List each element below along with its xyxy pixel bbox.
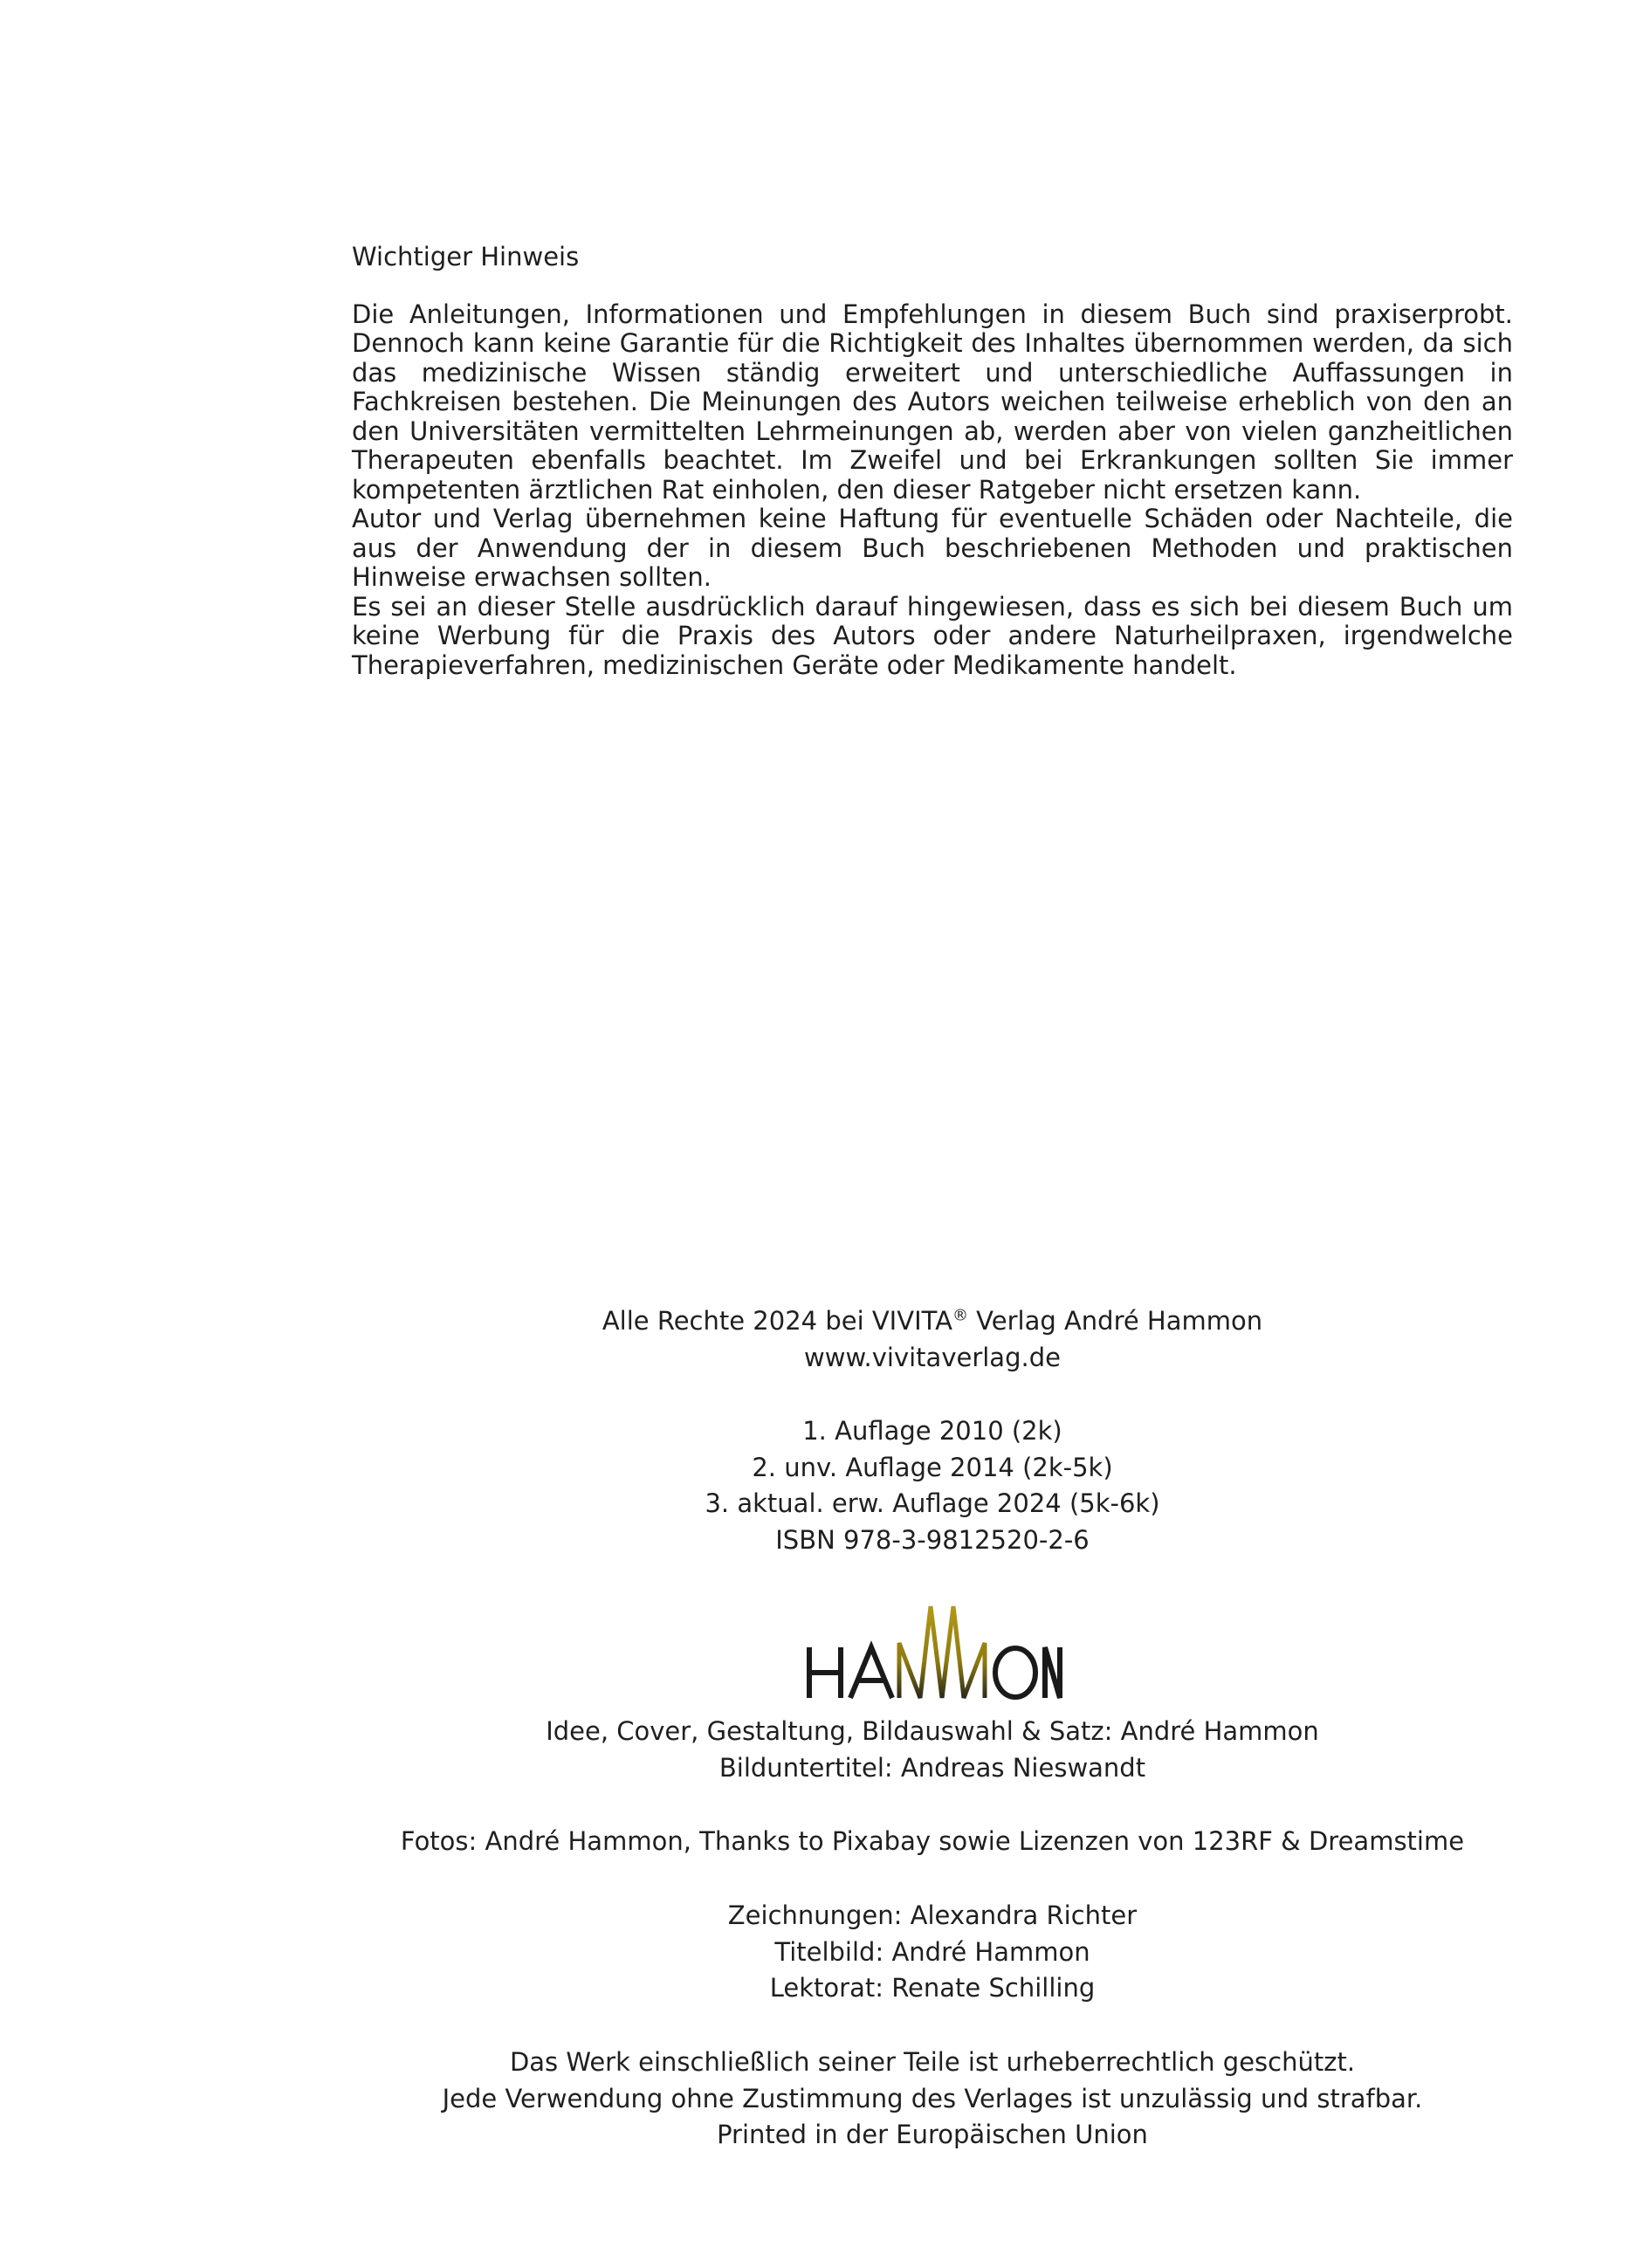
registered-mark: ®	[952, 1306, 968, 1325]
drawings-credit: Zeichnungen: Alexandra Richter	[727, 1900, 1138, 1930]
copyright-line-2: Jede Verwendung ohne Zustimmung des Verlages ist unzulässig und strafbar.	[442, 2083, 1423, 2113]
logo-letter-a	[850, 1647, 892, 1698]
notice-heading: Wichtiger Hinweis	[352, 242, 580, 271]
editing-credit: Lektorat: Renate Schilling	[769, 1973, 1096, 2003]
edition-2: 2. unv. Auflage 2014 (2k-5k)	[752, 1452, 1113, 1482]
publisher-rights	[352, 1303, 1513, 1376]
important-notice	[352, 243, 1513, 680]
copyright-notice	[352, 2045, 1513, 2154]
notice-paragraph-disclaimer: Die Anleitungen, Informationen und Empfehlungen in diesem Buch sind praxiserprobt. Dennoch kann keine Garantie für die Richtigkeit des Inhaltes übernommen werden, da sich das medizinische Wissen ständig erweitert und unterschiedliche Auffassungen in Fachkreisen bestehen. Die Meinungen des Autors weichen teilweise erheblich von den an den Universitäten vermittelten Lehrmeinungen ab, werden aber von vielen ganzheitlichen Therapeuten ebenfalls beachtet. Im Zweifel und bei Erkrankungen sollten Sie immer kompetenten ärztlichen Rat einholen, den dieser Ratgeber nicht ersetzen kann.	[352, 299, 1513, 505]
logo-letter-o	[995, 1648, 1035, 1697]
rights-line	[352, 1303, 1513, 1340]
edition-1: 1. Auflage 2010 (2k)	[802, 1416, 1062, 1446]
edition-list	[352, 1413, 1513, 1558]
cover-image-credit: Titelbild: André Hammon	[774, 1936, 1090, 1967]
subtitle-credit: Bilduntertitel: Andreas Nieswandt	[718, 1752, 1146, 1783]
logo-letter-h	[809, 1647, 841, 1698]
copyright-line-1: Das Werk einschließlich seiner Teile ist urheberrechtlich geschützt.	[509, 2047, 1356, 2077]
printed-in: Printed in der Europäischen Union	[717, 2120, 1148, 2149]
notice-paragraph-no-advertising: Es sei an dieser Stelle ausdrücklich darauf hingewiesen, dass es sich bei diesem Buch um keine Werbung für die Praxis des Autors oder andere Naturheilpraxen, irgendwelche Therapieverfahren, medizinischen Geräte oder Medikamente handelt.	[352, 591, 1513, 680]
photo-credit: Fotos: André Hammon, Thanks to Pixabay sowie Lizenzen von 123RF & Dreamstime	[400, 1826, 1465, 1856]
logo-letter-n	[1045, 1647, 1060, 1698]
contributor-credits	[352, 1898, 1513, 2007]
design-credit: Idee, Cover, Gestaltung, Bildauswahl & Satz: André Hammon	[546, 1716, 1319, 1746]
logo-crown-mm	[899, 1606, 985, 1698]
rights-prefix: Alle Rechte 2024 bei VIVITA	[602, 1306, 952, 1336]
photo-credits	[352, 1824, 1513, 1860]
design-credits	[352, 1714, 1513, 1786]
hammon-logo	[801, 1599, 1063, 1702]
notice-paragraph-liability: Autor und Verlag übernehmen keine Haftung für eventuelle Schäden oder Nachteile, die aus der Anwendung der in diesem Buch beschriebenen Methoden und praktischen Hinweise erwachsen sollten.	[352, 504, 1513, 592]
rights-suffix: Verlag André Hammon	[967, 1306, 1263, 1336]
edition-3: 3. aktual. erw. Auflage 2024 (5k-6k)	[705, 1488, 1160, 1518]
isbn: ISBN 978-3-9812520-2-6	[775, 1524, 1090, 1555]
hammon-logo-graphic	[801, 1599, 1063, 1702]
publisher-website: www.vivitaverlag.de	[804, 1342, 1061, 1372]
